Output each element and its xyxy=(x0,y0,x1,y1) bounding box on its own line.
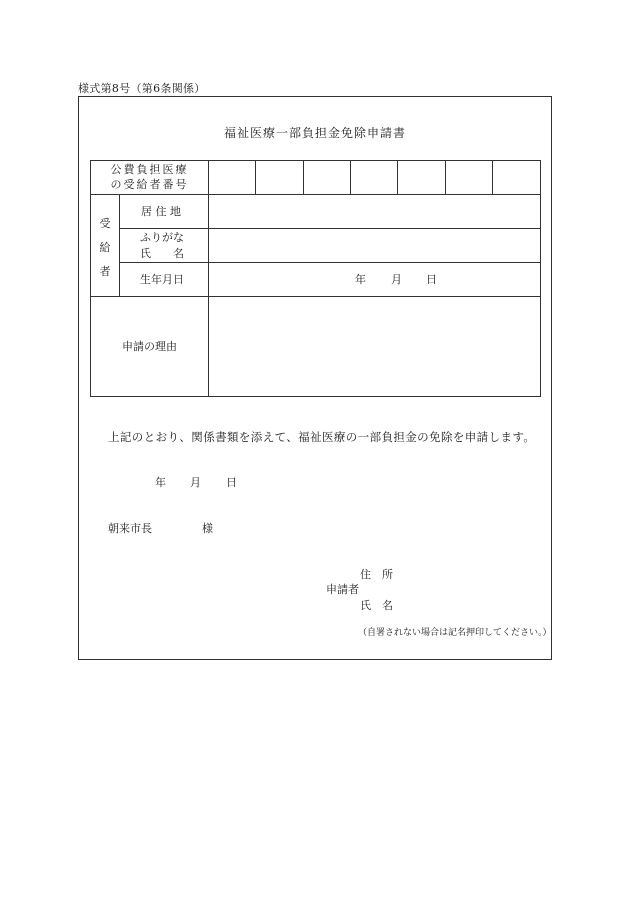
number-box-divider xyxy=(350,161,351,194)
addressee-honorific: 様 xyxy=(202,522,213,535)
row-divider xyxy=(91,296,540,297)
applicant-name-label: 氏 名 xyxy=(360,599,393,612)
application-table xyxy=(90,160,541,397)
number-box-divider xyxy=(492,161,493,194)
recipient-group-char: 者 xyxy=(99,265,111,278)
form-title: 福祉医療一部負担金免除申請書 xyxy=(223,126,406,140)
applicant-label: 申請者 xyxy=(326,583,359,596)
birthdate-label: 生年月日 xyxy=(140,273,184,286)
row-divider xyxy=(91,194,540,195)
addressee-mayor: 朝来市長 xyxy=(108,522,152,535)
birth-month-unit: 月 xyxy=(391,273,402,286)
date-day-unit: 日 xyxy=(226,476,237,489)
birth-day-unit: 日 xyxy=(426,273,437,286)
number-box-divider xyxy=(397,161,398,194)
reason-label: 申請の理由 xyxy=(122,340,177,353)
recipient-group-char: 給 xyxy=(99,241,111,254)
form-number: 様式第8号（第6条関係） xyxy=(78,82,206,95)
application-statement: 上記のとおり、関係書類を添えて、福祉医療の一部負担金の免除を申請します。 xyxy=(108,430,536,444)
furigana-label: ふりがな xyxy=(140,231,184,244)
recipient-number-label-line2: の受給者番号 xyxy=(110,178,189,191)
number-box-divider xyxy=(445,161,446,194)
name-label: 氏 名 xyxy=(140,247,184,260)
row-divider xyxy=(119,262,540,263)
row-divider xyxy=(119,228,540,229)
birth-year-unit: 年 xyxy=(355,273,366,286)
applicant-address-label: 住 所 xyxy=(360,568,393,581)
address-label: 居 住 地 xyxy=(141,205,181,218)
number-box-divider xyxy=(255,161,256,194)
col-divider xyxy=(119,194,120,296)
number-box-divider xyxy=(303,161,304,194)
signature-note: （自署されない場合は記名押印してください。） xyxy=(358,628,552,638)
recipient-group-char: 受 xyxy=(99,217,111,230)
col-divider xyxy=(208,161,209,396)
date-month-unit: 月 xyxy=(190,476,201,489)
recipient-number-label-line1: 公費負担医療 xyxy=(110,163,189,176)
date-year-unit: 年 xyxy=(155,476,166,489)
